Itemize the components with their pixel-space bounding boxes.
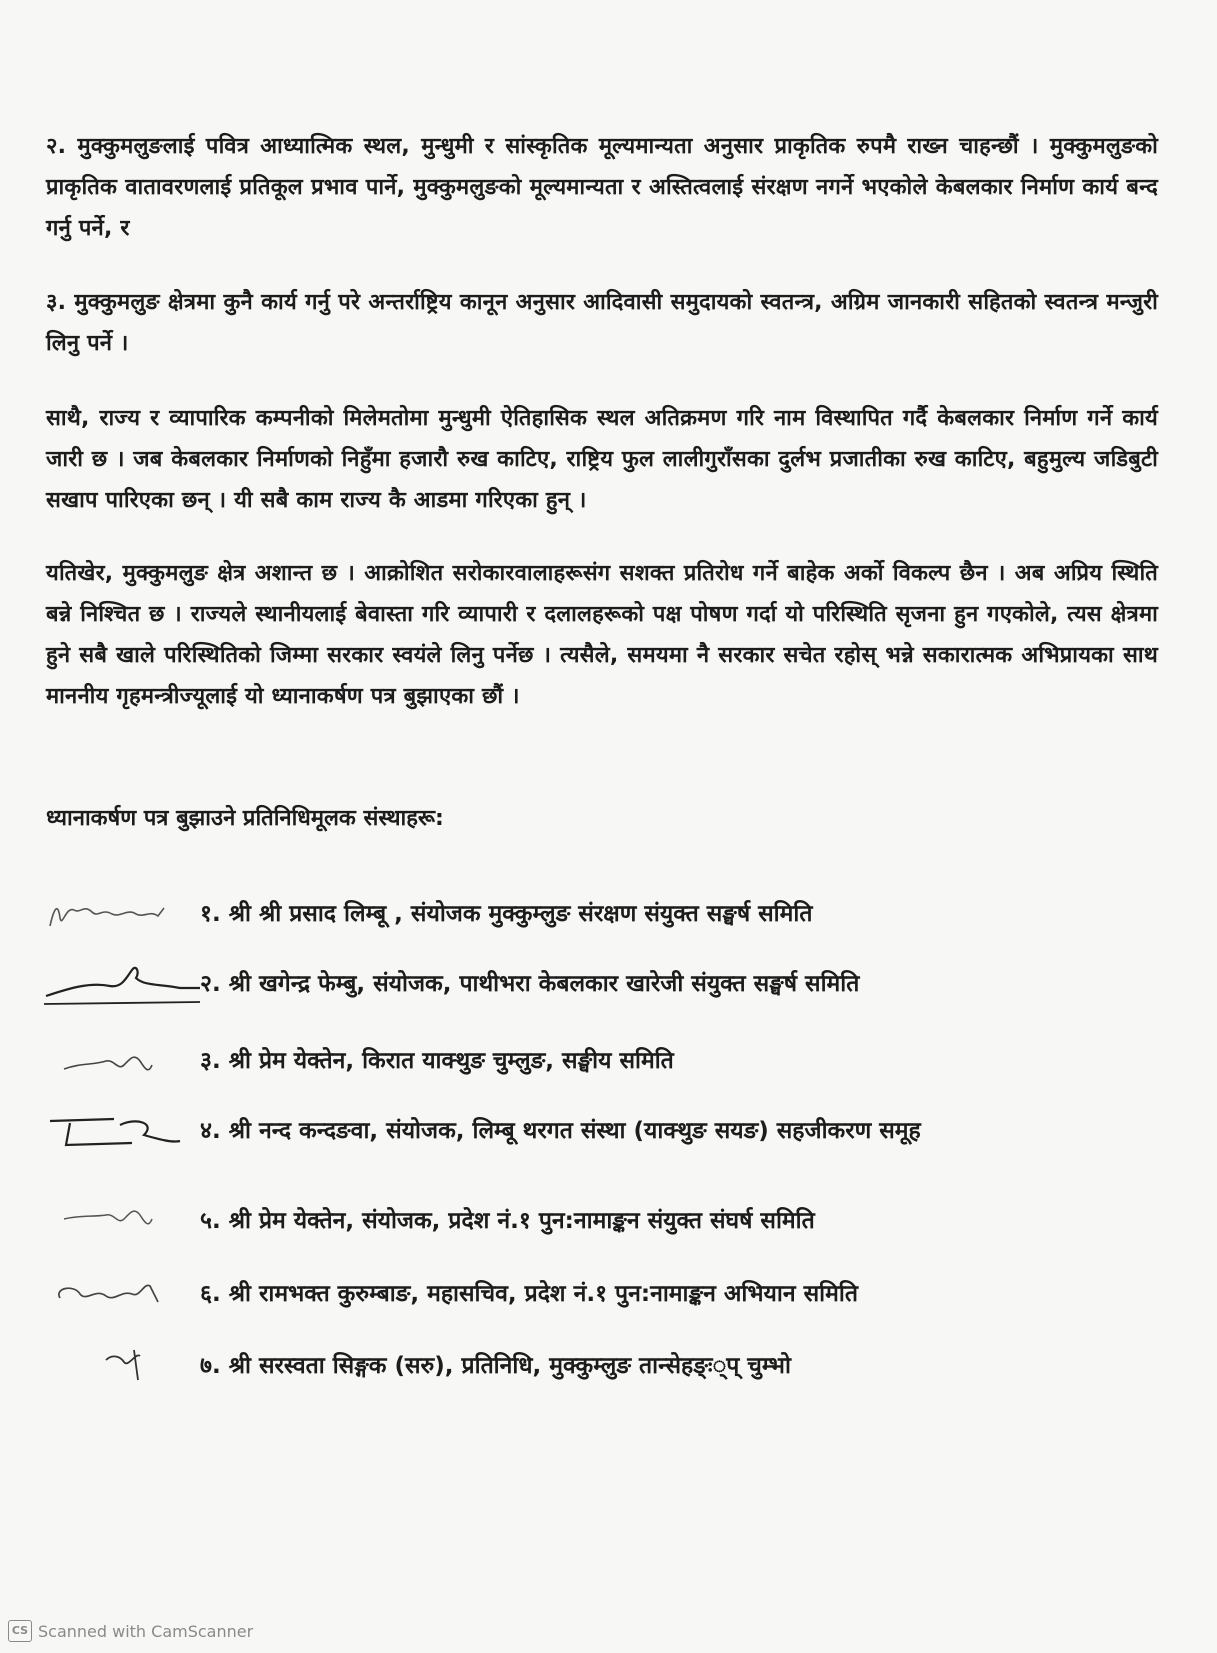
signatory-row [40,1105,1190,1157]
signatory-row [40,1195,1190,1247]
handwritten-signature [40,1195,205,1247]
signatory-name: ७. श्री सरस्वता सिङ्गक (सरु), प्रतिनिधि, मुक्कुम्लुङ तान्सेहङ्ः्प् चुम्भो [200,1353,791,1379]
handwritten-signature [40,958,205,1010]
signatory-row [40,1340,1190,1392]
signatory-name: २. श्री खगेन्द्र फेम्बु, संयोजक, पाथीभरा केबलकार खारेजी संयुक्त सङ्घर्ष समिति [200,971,860,997]
signatory-row [40,1035,1190,1087]
signatory-row [40,888,1190,940]
handwritten-signature [40,888,205,940]
signatories-heading: ध्यानाकर्षण पत्र बुझाउने प्रतिनिधिमूलक संस्थाहरू: [46,806,444,831]
paragraph-demand-3: ३. मुक्कुमलुङ क्षेत्रमा कुनै कार्य गर्नु परे अन्तर्राष्ट्रिय कानून अनुसार आदिवासी समुदायको स्वतन्त्र, अग्रिम जानकारी सहितको स्वतन्त्र मन्जुरी लिनु पर्ने । [46,290,1158,356]
camscanner-logo-icon: CS [8,1620,32,1642]
paragraph-warning: यतिखेर, मुक्कुमलुङ क्षेत्र अशान्त छ । आक्रोशित सरोकारवालाहरूसंग सशक्त प्रतिरोध गर्ने बाहेक अर्को विकल्प छैन । अब अप्रिय स्थिति बन्ने निश्चित छ । राज्यले स्थानीयलाई बेवास्ता गरि व्यापारी र दलालहरूको पक्ष पोषण गर्दा यो परिस्थिति सृजना हुन गएकोले, त्यस क्षेत्रमा हुने सबै खाले परिस्थितिको जिम्मा सरकार स्वयंले लिनु पर्नेछ । त्यसैले, समयमा नै सरकार सचेत रहोस् भन्ने सकारात्मक अभिप्रायका साथ माननीय गृहमन्त्रीज्यूलाई यो ध्यानाकर्षण पत्र बुझाएका छौं । [46,561,1158,709]
handwritten-signature [40,1268,205,1320]
signatory-row [40,1268,1190,1320]
signatory-name: ६. श्री रामभक्त कुरुम्बाङ, महासचिव, प्रदेश नं.१ पुन:नामाङ्कन अभियान समिति [200,1281,858,1307]
scanner-watermark-text: Scanned with CamScanner [38,1621,254,1641]
signatory-name: १. श्री श्री प्रसाद लिम्बू , संयोजक मुक्कुम्लुङ संरक्षण संयुक्त सङ्घर्ष समिति [200,901,813,927]
paragraph-context: साथै, राज्य र व्यापारिक कम्पनीको मिलेमतोमा मुन्धुमी ऐतिहासिक स्थल अतिक्रमण गरि नाम विस्थापित गर्दै केबलकार निर्माण गर्ने कार्य जारी छ । जब केबलकार निर्माणको निहुँमा हजारौ रुख काटिए, राष्ट्रिय फुल लालीगुराँसका दुर्लभ प्रजातीका रुख काटिए, बहुमुल्य जडिबुटी सखाप पारिएका छन् । यी सबै काम राज्य कै आडमा गरिएका हुन् । [46,406,1158,513]
paragraph-demand-2: २. मुक्कुमलुङलाई पवित्र आध्यात्मिक स्थल, मुन्धुमी र सांस्कृतिक मूल्यमान्यता अनुसार प्राकृतिक रुपमै राख्न चाहन्छौं । मुक्कुमलुङको प्राकृतिक वातावरणलाई प्रतिकूल प्रभाव पार्ने, मुक्कुमलुङको मूल्यमान्यता र अस्तित्वलाई संरक्षण नगर्ने भएकोले केबलकार निर्माण कार्य बन्द गर्नु पर्ने, र [46,134,1158,241]
signatory-row [40,958,1190,1010]
signatory-name: ३. श्री प्रेम येक्तेन, किरात याक्थुङ चुम्लुङ, सङ्घीय समिति [200,1048,674,1074]
handwritten-signature [40,1340,205,1392]
handwritten-signature [40,1035,205,1087]
signatory-name: ४. श्री नन्द कन्दङवा, संयोजक, लिम्बू थरगत संस्था (याक्थुङ सयङ) सहजीकरण समूह [200,1118,921,1144]
scanner-watermark [8,1620,253,1642]
handwritten-signature [40,1105,205,1157]
signatory-name: ५. श्री प्रेम येक्तेन, संयोजक, प्रदेश नं.१ पुन:नामाङ्कन संयुक्त संघर्ष समिति [200,1208,815,1234]
